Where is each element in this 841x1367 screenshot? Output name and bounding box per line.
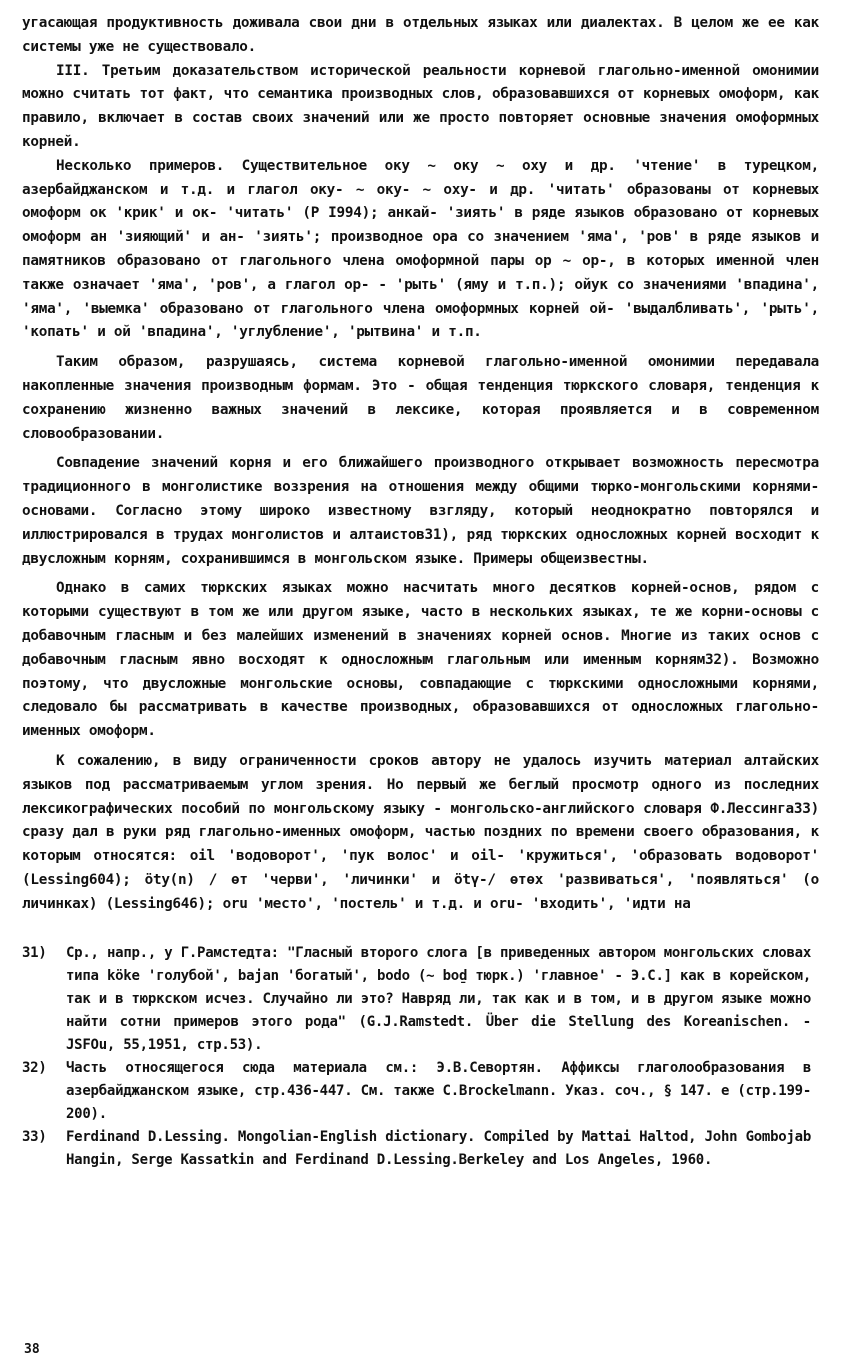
paragraph-turkic-roots: Однако в самих тюркских языках можно насчитать много десятков корней-основ, рядом с которыми существуют в том же или другом языке, часто в нескольких языках, те же корни-основы с добавочным гласным и без малейших изменений в значениях корней основ. Многие из таких основ с добавочным гласным явно восходят к односложным глагольным или именным корням32). Возможно поэтому, что двусложные монгольские основы, совпадающие с тюркскими односложными корнями, следовало бы рассматривать в качестве производных, образовавшихся от односложных глагольно-именных омоформ. <box>22 580 819 740</box>
page-number: 38 <box>24 1342 40 1357</box>
footnote-number: 31) <box>22 945 47 962</box>
footnote-text: Часть относящегося сюда материала см.: Э.В.Севортян. Аффиксы глаголообразования в азербайджанском языке, стр.436-447. См. также C.Brockelmann. Указ. соч., § 147. e (стр.199-200). <box>66 1060 811 1123</box>
footnotes <box>22 942 819 1172</box>
paragraph-continuation: угасающая продуктивность доживала свои дни в отдельных языках или диалектах. В целом же ее как системы уже не существовало. <box>22 15 819 55</box>
paragraph-examples: Несколько примеров. Существительное оку ~ оку ~ оху и др. 'чтение' в турецком, азербайджанском и т.д. и глагол оку- ~ оку- ~ оху- и др. 'читать' образованы от корневых омоформ ок 'крик' и ок- 'читать' (Р I994); анкай- 'зиять' в ряде языков образовано от корневых омоформ ан 'зияющий' и ан- 'зиять'; производное ора со значением 'яма', 'ров' в ряде языков и памятников образовано от глагольного члена омоформной пары ор ~ ор-, в которых именной член также означает 'яма', 'ров', а глагол ор- - 'рыть' (яму и т.п.); ойук со значениями 'впадина', 'яма', 'выемка' образовано от глагольного члена омоформных корней ой- 'выдалбливать', 'рыть', 'копать' и ой 'впадина', 'углубление', 'рытвина' и т.п. <box>22 157 819 341</box>
footnote-31 <box>22 942 819 1057</box>
footnote-text: Ferdinand D.Lessing. Mongolian-English dictionary. Compiled by Mattai Haltod, John Gombojab Hangin, Serge Kassatkin and Ferdinand D.Lessing.Berkeley and Los Angeles, 1960. <box>66 1129 811 1169</box>
footnote-33 <box>22 1126 819 1172</box>
paragraph-lessing: К сожалению, в виду ограниченности сроков автору не удалось изучить материал алтайских языков под рассматриваемым углом зрения. Но первый же беглый просмотр одного из последних лексикографических пособий по монгольскому языку - монгольско-английского словаря Ф.Лессинга33) сразу дал в руки ряд глагольно-именных омоформ, частью поздних по времени своего образования, к которым относятся: oil 'водоворот', 'пук волос' и oil- 'кружиться', 'образовать водоворот' (Lessing604); öty(n) / өт 'черви', 'личинки' и ötү-/ өтөх 'развиваться', 'появляться' (о личинках) (Lessing646); oru 'место', 'постель' и т.д. и oru- 'входить', 'идти на <box>22 752 819 912</box>
paragraph-coincidence: Совпадение значений корня и его ближайшего производного открывает возможность пересмотра традиционного в монголистике воззрения на отношения между общими тюрко-монгольскими корнями-основами. Согласно этому широко известному взгляду, который неоднократно повторялся и иллюстрировался в трудах монголистов и алтаистов31), ряд тюркских односложных корней восходит к двусложным корням, сохранившимся в монгольском языке. Примеры общеизвестны. <box>22 455 819 567</box>
footnote-number: 32) <box>22 1060 47 1077</box>
footnote-text: Ср., напр., у Г.Рамстедта: "Гласный второго слога [в приведенных автором монгольских словах типа köke 'голубой', bajan 'богатый', bodo (~ boḏ тюрк.) 'главное' - Э.С.] как в корейском, так и в тюркском исчез. Случайно ли это? Навряд ли, так как и в том, и в другом языке можно найти сотни примеров этого рода" (G.J.Ramstedt. Über die Stellung des Koreanischen. - JSFOu, 55,1951, стр.53). <box>66 945 811 1054</box>
footnote-number: 33) <box>22 1129 47 1146</box>
paragraph-third-proof: III. Третьим доказательством исторической реальности корневой глагольно-именной омонимии можно считать тот факт, что семантика производных слов, образовавшихся от корневых омоформ, как правило, включает в состав своих значений или же просто повторяет основные значения омоформных корней. <box>22 62 819 150</box>
body-text <box>22 12 819 916</box>
paragraph-conclusion: Таким образом, разрушаясь, система корневой глагольно-именной омонимии передавала накопленные значения производным формам. Это - общая тенденция тюркского словаря, тенденция к сохранению жизненно важных значений в лексике, которая проявляется и в современном словообразовании. <box>22 354 819 442</box>
footnote-32 <box>22 1057 819 1126</box>
